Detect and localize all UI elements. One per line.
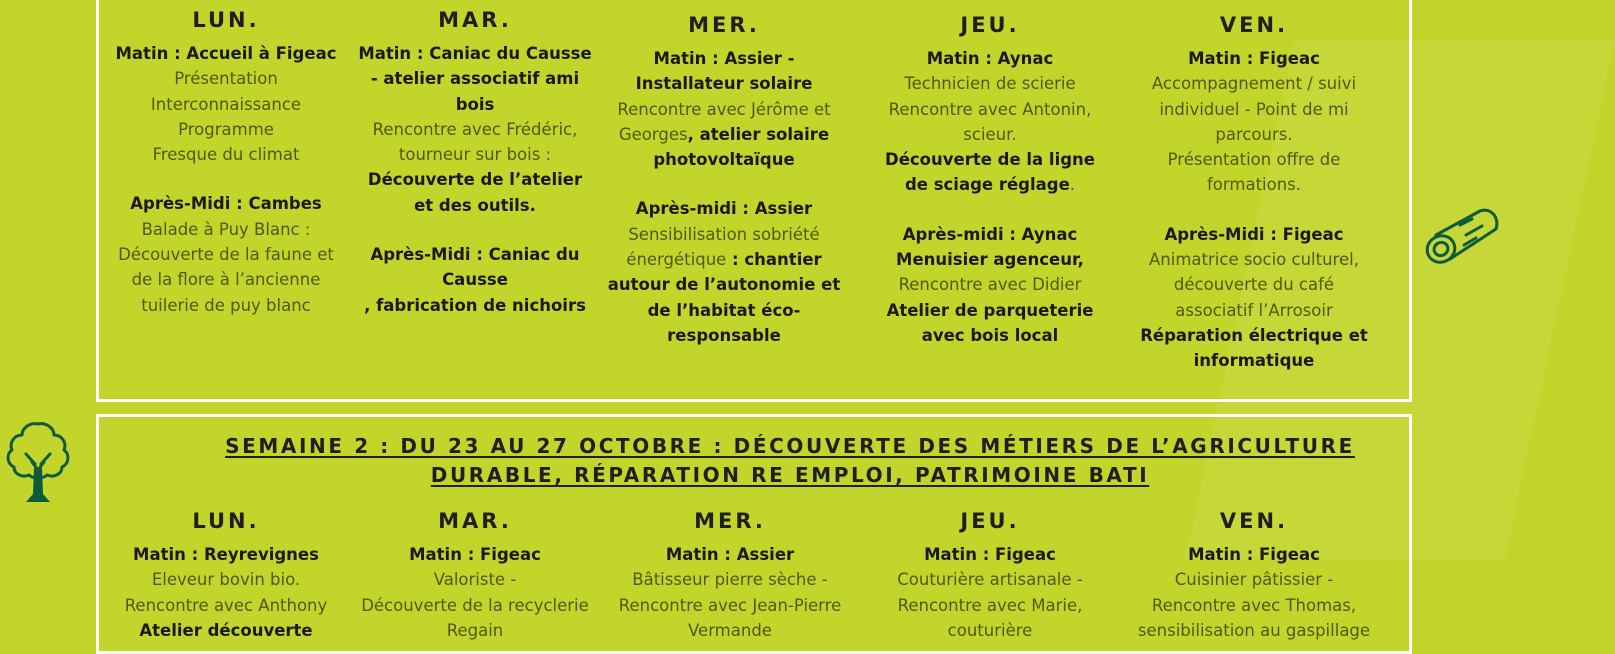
schedule-text: Technicien de scierie (904, 74, 1076, 94)
schedule-bold-text: Après-Midi : Caniac du Causse (370, 245, 580, 290)
schedule-heading (872, 298, 1108, 349)
schedule-bold-text: Après-Midi : Cambes (130, 194, 322, 214)
schedule-bold-text: Après-midi : Aynac (902, 224, 1078, 244)
schedule-heading (357, 293, 593, 318)
schedule-text: Rencontre avec Didier (898, 275, 1082, 295)
schedule-text: Rencontre avec Thomas, (1151, 595, 1357, 615)
block-gap (1136, 198, 1372, 222)
week2-col-mar (357, 508, 593, 643)
schedule-line (872, 272, 1108, 297)
schedule-heading (108, 191, 344, 216)
schedule-heading (357, 242, 593, 293)
schedule-text: Eleveur bovin bio. (151, 570, 301, 590)
schedule-line (872, 97, 1108, 148)
day-heading: MAR. (438, 8, 512, 32)
schedule-heading (357, 542, 593, 567)
schedule-line (612, 593, 848, 644)
schedule-bold-text: Matin : Reyrevignes (133, 545, 319, 564)
schedule-bold-text: Après-midi : Assier (635, 199, 813, 219)
schedule-text: Rencontre avec Anthony (124, 595, 328, 615)
schedule-line (1136, 567, 1372, 592)
schedule-text: Présentation offre de formations. (1167, 150, 1341, 195)
week2-col-ven (1136, 508, 1372, 643)
schedule-bold-text: Matin : Assier (665, 545, 795, 564)
schedule-heading (872, 147, 1108, 198)
week2-title-line1: SEMAINE 2 : DU 23 AU 27 OCTOBRE : DÉCOUVERTE DES MÉTIERS DE L’AGRICULTURE (225, 434, 1355, 458)
schedule-text: Cuisinier pâtissier - (1174, 570, 1334, 590)
schedule-bold-text: : chantier autour de l’autonomie et de l’habitat éco-responsable (607, 250, 841, 345)
schedule-text: Présentation (174, 69, 278, 89)
schedule-line (872, 593, 1108, 644)
schedule-bold-text: Découverte de l’atelier et des outils. (367, 170, 583, 215)
schedule-line (1136, 593, 1372, 618)
schedule-bold-text: Matin : Figeac (924, 545, 1056, 564)
schedule-text: Rencontre avec Jérôme et Georges (617, 99, 831, 144)
schedule-line (108, 66, 344, 91)
schedule-bold-text: Après-Midi : Figeac (1164, 224, 1344, 244)
schedule-line (1136, 71, 1372, 147)
schedule-text: Découverte de la recyclerie Regain (361, 595, 589, 640)
schedule-text: Bâtisseur pierre sèche - (632, 570, 828, 590)
schedule-heading (108, 618, 344, 643)
schedule-text: Valoriste - (433, 570, 517, 590)
day-heading: VEN. (1219, 13, 1289, 37)
schedule-text: Rencontre avec Antonin, scieur. (888, 99, 1092, 144)
schedule-bold-text: , atelier solaire photovoltaïque (653, 124, 830, 170)
day-heading: JEU. (960, 13, 1020, 37)
schedule-bold-text: Menuisier agenceur, (896, 250, 1084, 270)
day-heading: VEN. (1219, 509, 1289, 533)
schedule-bold-text: Matin : Accueil à Figeac (115, 44, 337, 63)
schedule-bold-text: Découverte de la ligne de sciage réglage (885, 150, 1095, 195)
week1-col-mar (357, 7, 593, 318)
schedule-text: Programme (178, 119, 274, 139)
schedule-text: Couturière artisanale - (897, 570, 1083, 590)
block-gap (606, 172, 842, 196)
schedule-line (108, 92, 344, 117)
week1-col-ven (1136, 12, 1372, 374)
schedule-heading (1136, 542, 1372, 567)
schedule-line (108, 593, 344, 618)
day-heading: MER. (694, 509, 766, 533)
schedule-line (1136, 147, 1372, 198)
day-heading: JEU. (960, 509, 1020, 533)
schedule-line (612, 567, 848, 592)
day-heading: MER. (688, 13, 760, 37)
schedule-heading (872, 247, 1108, 272)
schedule-text: Rencontre avec Frédéric, tourneur sur bois : (372, 119, 578, 165)
schedule-line (606, 97, 842, 173)
schedule-bold-text: Matin : Figeac (409, 545, 541, 564)
schedule-heading (606, 196, 842, 221)
schedule-heading (872, 46, 1108, 71)
schedule-bold-text: Atelier découverte (139, 620, 313, 640)
day-heading: MAR. (438, 509, 512, 533)
schedule-heading (1136, 323, 1372, 374)
schedule-text: Rencontre avec Marie, couturière (897, 595, 1083, 640)
schedule-heading (357, 41, 593, 117)
schedule-heading (872, 222, 1108, 247)
schedule-bold-text: Matin : Assier - Installateur solaire (635, 49, 813, 94)
tree-icon (2, 418, 74, 506)
schedule-bold-text: Matin : Figeac (1188, 545, 1320, 564)
week2-title-line2: DURABLE, RÉPARATION RE EMPLOI, PATRIMOINE BATI (430, 463, 1150, 487)
schedule-line (1136, 247, 1372, 323)
schedule-text: Sensibilisation sobriété énergétique (626, 224, 820, 270)
schedule-bold-text: Matin : Aynac (926, 49, 1054, 68)
schedule-line (606, 222, 842, 348)
schedule-text: . (1069, 175, 1076, 195)
schedule-line (357, 567, 593, 592)
schedule-line (108, 142, 344, 167)
schedule-line (872, 567, 1108, 592)
schedule-heading (872, 542, 1108, 567)
week2-title (100, 432, 1480, 490)
schedule-bold-text: , fabrication de nichoirs (364, 295, 586, 315)
schedule-line (357, 117, 593, 218)
schedule-text: Balade à Puy Blanc : Découverte de la faune et de la flore à l’ancienne tuilerie de puy blanc (118, 219, 334, 315)
schedule-text: Rencontre avec Jean-Pierre Vermande (618, 595, 842, 640)
log-icon (1420, 205, 1502, 271)
block-gap (872, 198, 1108, 222)
schedule-heading (1136, 46, 1372, 71)
schedule-heading (612, 542, 848, 567)
week2-col-jeu (872, 508, 1108, 643)
week1-col-mer (606, 12, 842, 348)
week2-col-mer (612, 508, 848, 643)
schedule-bold-text: Atelier de parqueterie avec bois local (886, 300, 1094, 345)
week1-col-lun (108, 7, 344, 318)
schedule-bold-text: Réparation électrique et informatique (1140, 325, 1368, 371)
schedule-line (357, 593, 593, 644)
day-heading: LUN. (192, 509, 260, 533)
schedule-line (108, 217, 344, 318)
schedule-text: Animatrice socio culturel, découverte du café associatif l’Arrosoir (1149, 250, 1359, 320)
schedule-line (1136, 618, 1372, 643)
day-heading: LUN. (192, 8, 260, 32)
schedule-heading (1136, 222, 1372, 247)
week2-col-lun (108, 508, 344, 643)
schedule-bold-text: Matin : Figeac (1188, 49, 1320, 68)
block-gap (357, 218, 593, 242)
schedule-heading (108, 41, 344, 66)
schedule-heading (108, 542, 344, 567)
schedule-text: Fresque du climat (152, 145, 300, 165)
schedule-heading (606, 46, 842, 97)
schedule-line (872, 71, 1108, 96)
week1-col-jeu (872, 12, 1108, 348)
schedule-text: sensibilisation au gaspillage (1137, 620, 1371, 640)
block-gap (108, 167, 344, 191)
schedule-line (108, 567, 344, 592)
schedule-line (108, 117, 344, 142)
schedule-text: Interconnaissance (150, 94, 302, 114)
schedule-bold-text: Matin : Caniac du Causse - atelier associatif ami bois (358, 44, 592, 114)
schedule-text: Accompagnement / suivi individuel - Point de mi parcours. (1151, 74, 1357, 144)
